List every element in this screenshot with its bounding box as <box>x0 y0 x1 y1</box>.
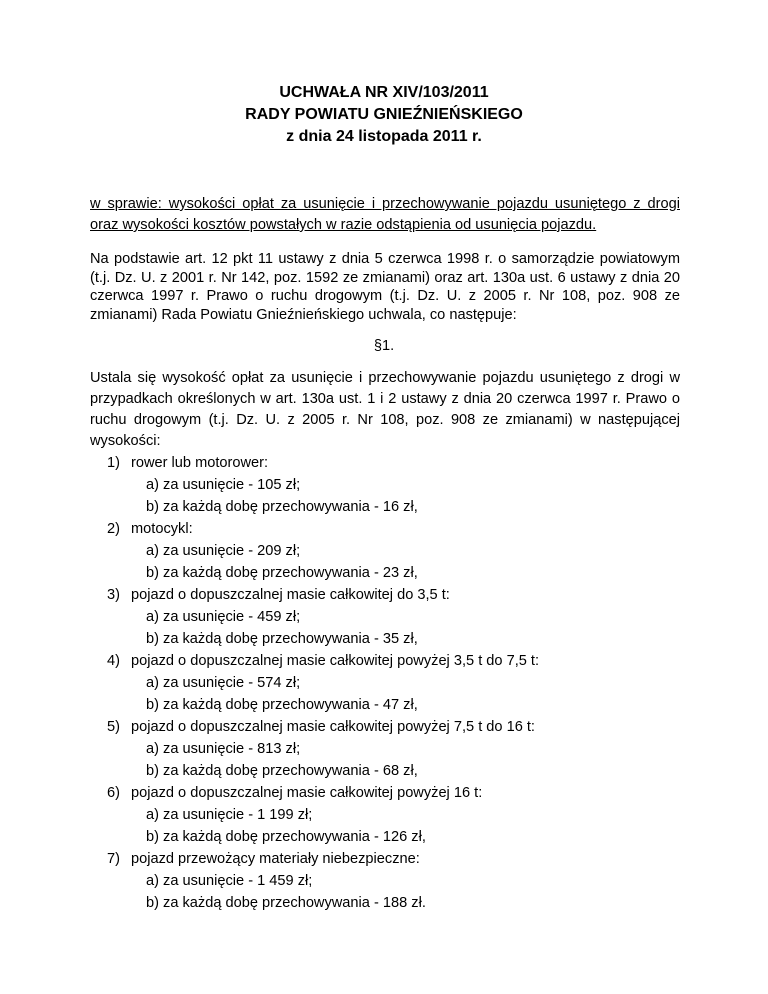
title-line-3: z dnia 24 listopada 2011 r. <box>286 128 482 145</box>
list-item <box>90 518 678 584</box>
item-number: 5) <box>107 718 120 735</box>
item-label: pojazd o dopuszczalnej masie całkowitej powyżej 3,5 t do 7,5 t: <box>131 652 540 669</box>
list-item <box>90 782 678 848</box>
storage-fee: b) za każdą dobę przechowywania - 47 zł, <box>146 696 418 713</box>
item-number: 3) <box>107 586 120 603</box>
storage-fee: b) za każdą dobę przechowywania - 68 zł, <box>146 762 418 779</box>
list-item <box>90 584 678 650</box>
storage-fee: b) za każdą dobę przechowywania - 126 zł, <box>146 828 426 845</box>
title-line-1: UCHWAŁA NR XIV/103/2011 <box>279 84 489 101</box>
removal-fee: a) za usunięcie - 459 zł; <box>146 608 301 625</box>
list-item <box>90 716 678 782</box>
legal-basis: Na podstawie art. 12 pkt 11 ustawy z dnia 5 czerwca 1998 r. o samorządzie powiatowym (t.j. Dz. U. z 2001 r. Nr 142, poz. 1592 ze zmianami) oraz art. 130a ust. 6 ustawy z dnia 20 czerwca 1997 r. Prawo o ruchu drogowym (t.j. Dz. U. z 2005 r. Nr 108, poz. 908 ze zmianami) Rada Powiatu Gnieźnieńskiego uchwala, co następuje: <box>90 251 680 324</box>
list-item <box>90 650 678 716</box>
item-label: rower lub motorower: <box>131 454 269 471</box>
section-intro: Ustala się wysokość opłat za usunięcie i przechowywanie pojazdu usuniętego z drogi w przypadkach określonych w art. 130a ust. 1 i 2 ustawy z dnia 20 czerwca 1997 r. Prawo o ruchu drogowym (t.j. Dz. U. z 2005 r. Nr 108, poz. 908 ze zmianami) w następującej wysokości: <box>90 369 680 449</box>
title-line-2: RADY POWIATU GNIEŹNIEŃSKIEGO <box>245 106 523 123</box>
item-number: 7) <box>107 850 120 867</box>
list-item <box>90 452 678 518</box>
item-label: pojazd o dopuszczalnej masie całkowitej do 3,5 t: <box>131 586 450 603</box>
removal-fee: a) za usunięcie - 1 459 zł; <box>146 872 313 889</box>
removal-fee: a) za usunięcie - 209 zł; <box>146 542 301 559</box>
item-number: 6) <box>107 784 120 801</box>
removal-fee: a) za usunięcie - 105 zł; <box>146 476 301 493</box>
item-number: 4) <box>107 652 120 669</box>
item-label: pojazd o dopuszczalnej masie całkowitej powyżej 16 t: <box>131 784 483 801</box>
section-label: §1. <box>373 337 395 354</box>
item-label: motocykl: <box>131 520 193 537</box>
resolution-subject: w sprawie: wysokości opłat za usunięcie i przechowywanie pojazdu usuniętego z drogi oraz wysokości kosztów powstałych w razie odstąpienia od usunięcia pojazdu. <box>90 196 680 233</box>
item-number: 2) <box>107 520 120 537</box>
storage-fee: b) za każdą dobę przechowywania - 16 zł, <box>146 498 418 515</box>
item-label: pojazd o dopuszczalnej masie całkowitej powyżej 7,5 t do 16 t: <box>131 718 535 735</box>
storage-fee: b) za każdą dobę przechowywania - 23 zł, <box>146 564 418 581</box>
document-title <box>90 82 678 148</box>
item-label: pojazd przewożący materiały niebezpieczne: <box>131 850 420 867</box>
document-page <box>90 82 678 914</box>
storage-fee: b) za każdą dobę przechowywania - 188 zł. <box>146 894 426 911</box>
list-item <box>90 848 678 914</box>
removal-fee: a) za usunięcie - 574 zł; <box>146 674 301 691</box>
removal-fee: a) za usunięcie - 1 199 zł; <box>146 806 313 823</box>
removal-fee: a) za usunięcie - 813 zł; <box>146 740 301 757</box>
item-number: 1) <box>107 454 120 471</box>
fee-list <box>90 452 678 914</box>
storage-fee: b) za każdą dobę przechowywania - 35 zł, <box>146 630 418 647</box>
